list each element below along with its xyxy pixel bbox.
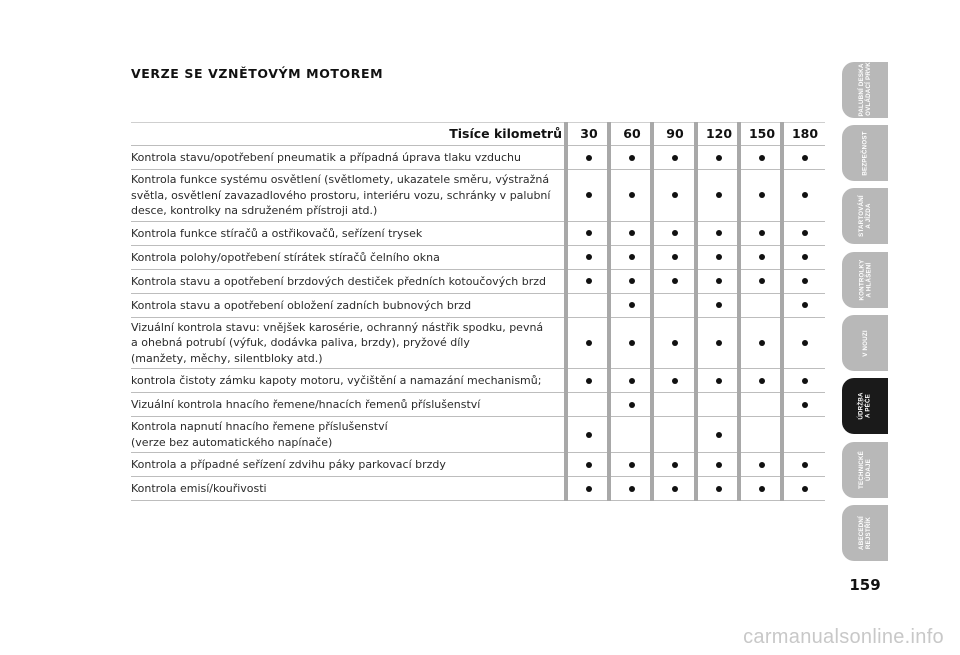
service-mark-dot	[802, 462, 808, 468]
table-row	[131, 318, 825, 370]
row-description	[131, 172, 551, 219]
service-mark-dot	[586, 278, 592, 284]
service-mark-dot	[629, 278, 635, 284]
service-mark-dot	[802, 340, 808, 346]
service-mark-dot	[629, 378, 635, 384]
chapter-tab-label	[858, 195, 872, 237]
chapter-tab-label-line: A JÍZDA	[865, 203, 872, 229]
column-divider	[650, 122, 654, 501]
chapter-tab-label-line: STARTOVÁNÍ	[858, 195, 865, 237]
column-header: 150	[748, 126, 776, 141]
service-mark-dot	[586, 432, 592, 438]
service-mark-dot	[716, 278, 722, 284]
service-mark-dot	[629, 486, 635, 492]
service-mark-dot	[759, 278, 765, 284]
service-mark-dot	[586, 254, 592, 260]
row-description	[131, 298, 551, 314]
row-description	[131, 373, 551, 389]
service-mark-dot	[716, 230, 722, 236]
service-mark-dot	[629, 254, 635, 260]
service-mark-dot	[672, 340, 678, 346]
row-description-line: (manžety, měchy, silentbloky atd.)	[131, 351, 323, 365]
chapter-tab-label-line: PALUBNÍ DESKA	[858, 63, 865, 117]
service-mark-dot	[759, 230, 765, 236]
table-row	[131, 170, 825, 222]
column-header: 90	[666, 126, 684, 141]
service-mark-dot	[629, 462, 635, 468]
service-mark-dot	[802, 230, 808, 236]
service-mark-dot	[802, 402, 808, 408]
table-row	[131, 477, 825, 501]
table-row	[131, 393, 825, 417]
chapter-tab-label-line: A HLÁŠENÍ	[865, 262, 872, 298]
row-description-line: Kontrola polohy/opotřebení stírátek stíračů čelního okna	[131, 250, 440, 264]
row-description-line: Vizuální kontrola stavu: vnějšek karosérie, ochranný nástřik spodku, pevná	[131, 320, 544, 334]
chapter-tab[interactable]	[842, 442, 888, 498]
service-mark-dot	[802, 254, 808, 260]
row-description-line: Kontrola funkce stíračů a ostřikovačů, seřízení trysek	[131, 226, 423, 240]
service-mark-dot	[629, 302, 635, 308]
service-mark-dot	[586, 340, 592, 346]
table-row	[131, 270, 825, 294]
service-mark-dot	[716, 155, 722, 161]
row-description	[131, 250, 551, 266]
chapter-tab-label	[858, 260, 872, 301]
service-mark-dot	[629, 155, 635, 161]
chapter-tab-label-line: ÚDAJE	[865, 459, 872, 481]
table-row	[131, 369, 825, 393]
column-header: 180	[791, 126, 819, 141]
chapter-tab-label-line: KONTROLKY	[858, 259, 865, 301]
service-mark-dot	[716, 432, 722, 438]
service-mark-dot	[672, 278, 678, 284]
chapter-tab-label-line: ABECEDNÍ	[857, 516, 865, 550]
service-mark-dot	[586, 192, 592, 198]
row-description	[131, 419, 551, 450]
row-description-line: Kontrola emisí/kouřivosti	[131, 482, 267, 495]
column-header: 120	[705, 126, 733, 141]
service-mark-dot	[802, 155, 808, 161]
service-mark-dot	[716, 486, 722, 492]
row-description	[131, 150, 551, 166]
service-mark-dot	[716, 302, 722, 308]
service-mark-dot	[629, 340, 635, 346]
service-mark-dot	[802, 278, 808, 284]
chapter-tab-label	[858, 392, 872, 419]
row-description-line: Kontrola napnutí hnacího řemene příslušenství	[131, 420, 388, 433]
service-mark-dot	[716, 462, 722, 468]
chapter-tab-label	[862, 330, 869, 357]
chapter-tab[interactable]	[842, 315, 888, 371]
chapter-tab-label-line: BEZPEČNOST	[861, 130, 869, 176]
service-mark-dot	[759, 254, 765, 260]
chapter-tab[interactable]	[842, 125, 888, 181]
chapter-tab[interactable]	[842, 57, 888, 123]
page-number: 159	[849, 576, 881, 594]
row-description-line: a ohebná potrubí (výfuk, dodávka paliva, brzdy), pryžové díly	[131, 336, 470, 349]
row-description-line: kontrola čistoty zámku kapoty motoru, vyčištění a namazání mechanismů;	[131, 374, 542, 387]
service-mark-dot	[802, 378, 808, 384]
chapter-tab[interactable]	[842, 252, 888, 308]
row-description-line: desce, kontrolky na sdruženém přístroji atd.)	[131, 204, 378, 217]
chapter-tab-label-line: A PÉČE	[864, 393, 872, 419]
column-header: 30	[580, 126, 598, 141]
service-mark-dot	[672, 230, 678, 236]
chapter-tab-label	[861, 131, 868, 175]
service-mark-dot	[716, 254, 722, 260]
column-divider	[780, 122, 784, 501]
service-mark-dot	[629, 402, 635, 408]
service-mark-dot	[759, 155, 765, 161]
row-description	[131, 274, 551, 290]
chapter-tab-label-line: ÚDRŽBA	[857, 392, 865, 420]
row-description-line: Kontrola stavu a opotřebení obložení zadních bubnových brzd	[131, 298, 472, 312]
chapter-tab[interactable]	[842, 505, 888, 561]
row-description-line: světla, osvětlení zavazadlového prostoru, interiéru vozu, schránky v palubní	[131, 188, 551, 202]
service-mark-dot	[586, 462, 592, 468]
service-mark-dot	[759, 462, 765, 468]
service-mark-dot	[716, 192, 722, 198]
table-row	[131, 222, 825, 246]
row-description	[131, 320, 551, 367]
chapter-tab-label-line: A OVLÁDACÍ PRVKY	[865, 57, 872, 123]
service-mark-dot	[716, 340, 722, 346]
service-mark-dot	[672, 462, 678, 468]
service-mark-dot	[586, 378, 592, 384]
chapter-tab-label	[858, 58, 872, 122]
service-mark-dot	[586, 230, 592, 236]
column-divider	[607, 122, 611, 501]
service-mark-dot	[759, 486, 765, 492]
row-description-line: Kontrola a případné seřízení zdvihu páky parkovací brzdy	[131, 458, 446, 471]
chapter-tab[interactable]	[842, 188, 888, 244]
table-row	[131, 417, 825, 453]
service-mark-dot	[716, 378, 722, 384]
column-divider	[737, 122, 741, 501]
row-description	[131, 226, 551, 242]
row-description-line: Vizuální kontrola hnacího řemene/hnacích řemenů příslušenství	[131, 398, 481, 411]
table-header-row	[131, 122, 825, 146]
table-row	[131, 146, 825, 170]
service-mark-dot	[586, 155, 592, 161]
chapter-tab-label	[858, 451, 872, 489]
service-mark-dot	[759, 340, 765, 346]
header-label: Tisíce kilometrů	[449, 126, 562, 141]
service-mark-dot	[586, 486, 592, 492]
service-mark-dot	[629, 192, 635, 198]
table-row	[131, 453, 825, 477]
row-description	[131, 457, 551, 473]
table-row	[131, 294, 825, 318]
column-divider	[694, 122, 698, 501]
service-mark-dot	[802, 486, 808, 492]
row-description	[131, 397, 551, 413]
service-mark-dot	[802, 192, 808, 198]
row-description-line: (verze bez automatického napínače)	[131, 435, 333, 449]
service-mark-dot	[672, 254, 678, 260]
row-description	[131, 481, 551, 497]
service-mark-dot	[672, 486, 678, 492]
watermark: carmanualsonline.info	[743, 626, 944, 648]
chapter-tab-label-line: REJSTŘÍK	[864, 516, 872, 550]
service-mark-dot	[672, 378, 678, 384]
chapter-tab-label-line: TECHNICKÉ	[858, 451, 865, 489]
maintenance-table	[131, 122, 825, 501]
column-header: 60	[623, 126, 641, 141]
row-description-line: Kontrola funkce systému osvětlení (světlomety, ukazatele směru, výstražná	[131, 173, 550, 186]
service-mark-dot	[672, 155, 678, 161]
chapter-tab-label	[858, 516, 872, 550]
service-mark-dot	[759, 378, 765, 384]
chapter-tab[interactable]	[842, 378, 888, 434]
service-mark-dot	[672, 192, 678, 198]
row-description-line: Kontrola stavu a opotřebení brzdových destiček předních kotoučových brzd	[131, 274, 546, 288]
service-mark-dot	[629, 230, 635, 236]
row-description-line: Kontrola stavu/opotřebení pneumatik a případná úprava tlaku vzduchu	[131, 151, 521, 164]
service-mark-dot	[802, 302, 808, 308]
service-mark-dot	[759, 192, 765, 198]
chapter-tab-label-line: V NOUZI	[861, 329, 869, 357]
table-row	[131, 246, 825, 270]
column-divider	[564, 122, 568, 501]
section-title: VERZE SE VZNĚTOVÝM MOTOREM	[131, 66, 384, 81]
